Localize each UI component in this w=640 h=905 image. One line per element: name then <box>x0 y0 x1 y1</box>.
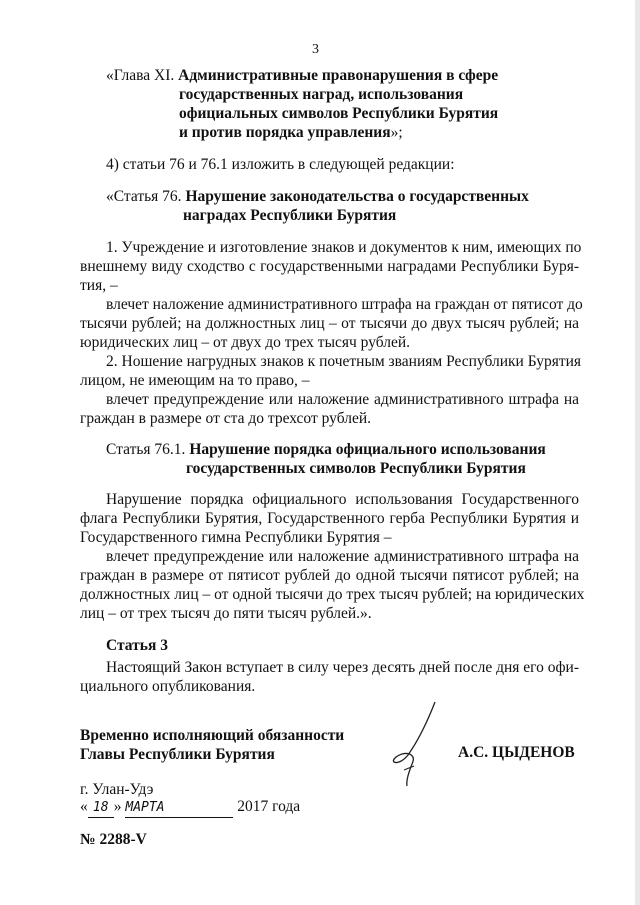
article-76-p1-line2: внешнему виду сходство с государственными наградами Республики Буря- <box>80 258 579 275</box>
article-76-p4-line2: граждан в размере от ста до трехсот рублей. <box>80 410 371 427</box>
signatory-role-line2: Главы Республики Бурятия <box>80 746 275 763</box>
item-4-text: 4) статьи 76 и 76.1 изложить в следующей редакции: <box>106 156 455 173</box>
chapter-heading-line1: «Глава XI. Административные правонарушения в сфере <box>106 67 499 84</box>
chapter-heading-line3: официальных символов Республики Бурятия <box>179 105 499 122</box>
signing-date: « 18 » МАРТА 2017 года <box>80 798 300 818</box>
article-76-1-title: Статья 76.1. Нарушение порядка официального использования <box>106 441 546 458</box>
date-day: 18 <box>88 799 114 818</box>
article-76-p1-line1: 1. Учреждение и изготовление знаков и документов к ним, имеющих по <box>106 239 582 256</box>
article-76-p2-line3: юридических лиц – от двух до трех тысяч рублей. <box>80 334 411 351</box>
chapter-heading-line4: и против порядка управления»; <box>179 124 403 141</box>
article-76-p3-line1: 2. Ношение нагрудных знаков к почетным званиям Республики Бурятия <box>106 353 582 370</box>
date-month: МАРТА <box>125 799 233 818</box>
article-76-1-p1-line2: флага Республики Бурятия, Государственного герба Республики Бурятия и <box>80 510 579 527</box>
article-76-1-p1-line3: Государственного гимна Республики Бурятия – <box>80 529 392 546</box>
article-76-p2-line2: тысячи рублей; на должностных лиц – от тысячи до двух тысяч рублей; на <box>80 315 579 332</box>
article-76-p3-line2: лицом, не имеющим на то право, – <box>80 372 310 389</box>
place-city: г. Улан-Удэ <box>80 781 154 798</box>
chapter-heading-line2: государственных наград, использования <box>179 86 464 103</box>
article-76-1-title-line2: государственных символов Республики Бурятия <box>186 460 526 477</box>
article-76-1-p2-line1: влечет предупреждение или наложение административного штрафа на <box>106 548 579 565</box>
article-76-1-p1-line1: Нарушение порядка официального использования Государственного <box>106 491 579 508</box>
signatory-name: А.С. ЦЫДЕНОВ <box>458 744 575 761</box>
article-76-1-p2-line4: лиц – от трех тысяч до пяти тысяч рублей.». <box>80 605 372 622</box>
article-3-line2: циального опубликования. <box>80 678 256 695</box>
article-76-p1-line3: тия, – <box>80 277 118 294</box>
article-76-p4-line1: влечет предупреждение или наложение административного штрафа на <box>106 391 579 408</box>
law-number: № 2288-V <box>80 831 147 848</box>
article-76-p2-line1: влечет наложение административного штрафа на граждан от пятисот до <box>106 296 583 313</box>
article-76-title-line2: наградах Республики Бурятия <box>183 207 397 224</box>
article-76-title: «Статья 76. Нарушение законодательства о государственных <box>106 188 529 205</box>
scan-edge-shadow <box>635 0 640 905</box>
article-3-title: Статья 3 <box>106 637 168 654</box>
article-3-line1: Настоящий Закон вступает в силу через десять дней после дня его офи- <box>106 659 579 676</box>
page-number: 3 <box>312 42 319 57</box>
article-76-1-p2-line3: должностных лиц – от одной тысячи до трех тысяч рублей; на юридических <box>80 586 585 603</box>
article-76-1-p2-line2: граждан в размере от пятисот рублей до одной тысячи пятисот рублей; на <box>80 567 579 584</box>
handwritten-signature <box>380 700 460 790</box>
signatory-role-line1: Временно исполняющий обязанности <box>80 727 345 744</box>
